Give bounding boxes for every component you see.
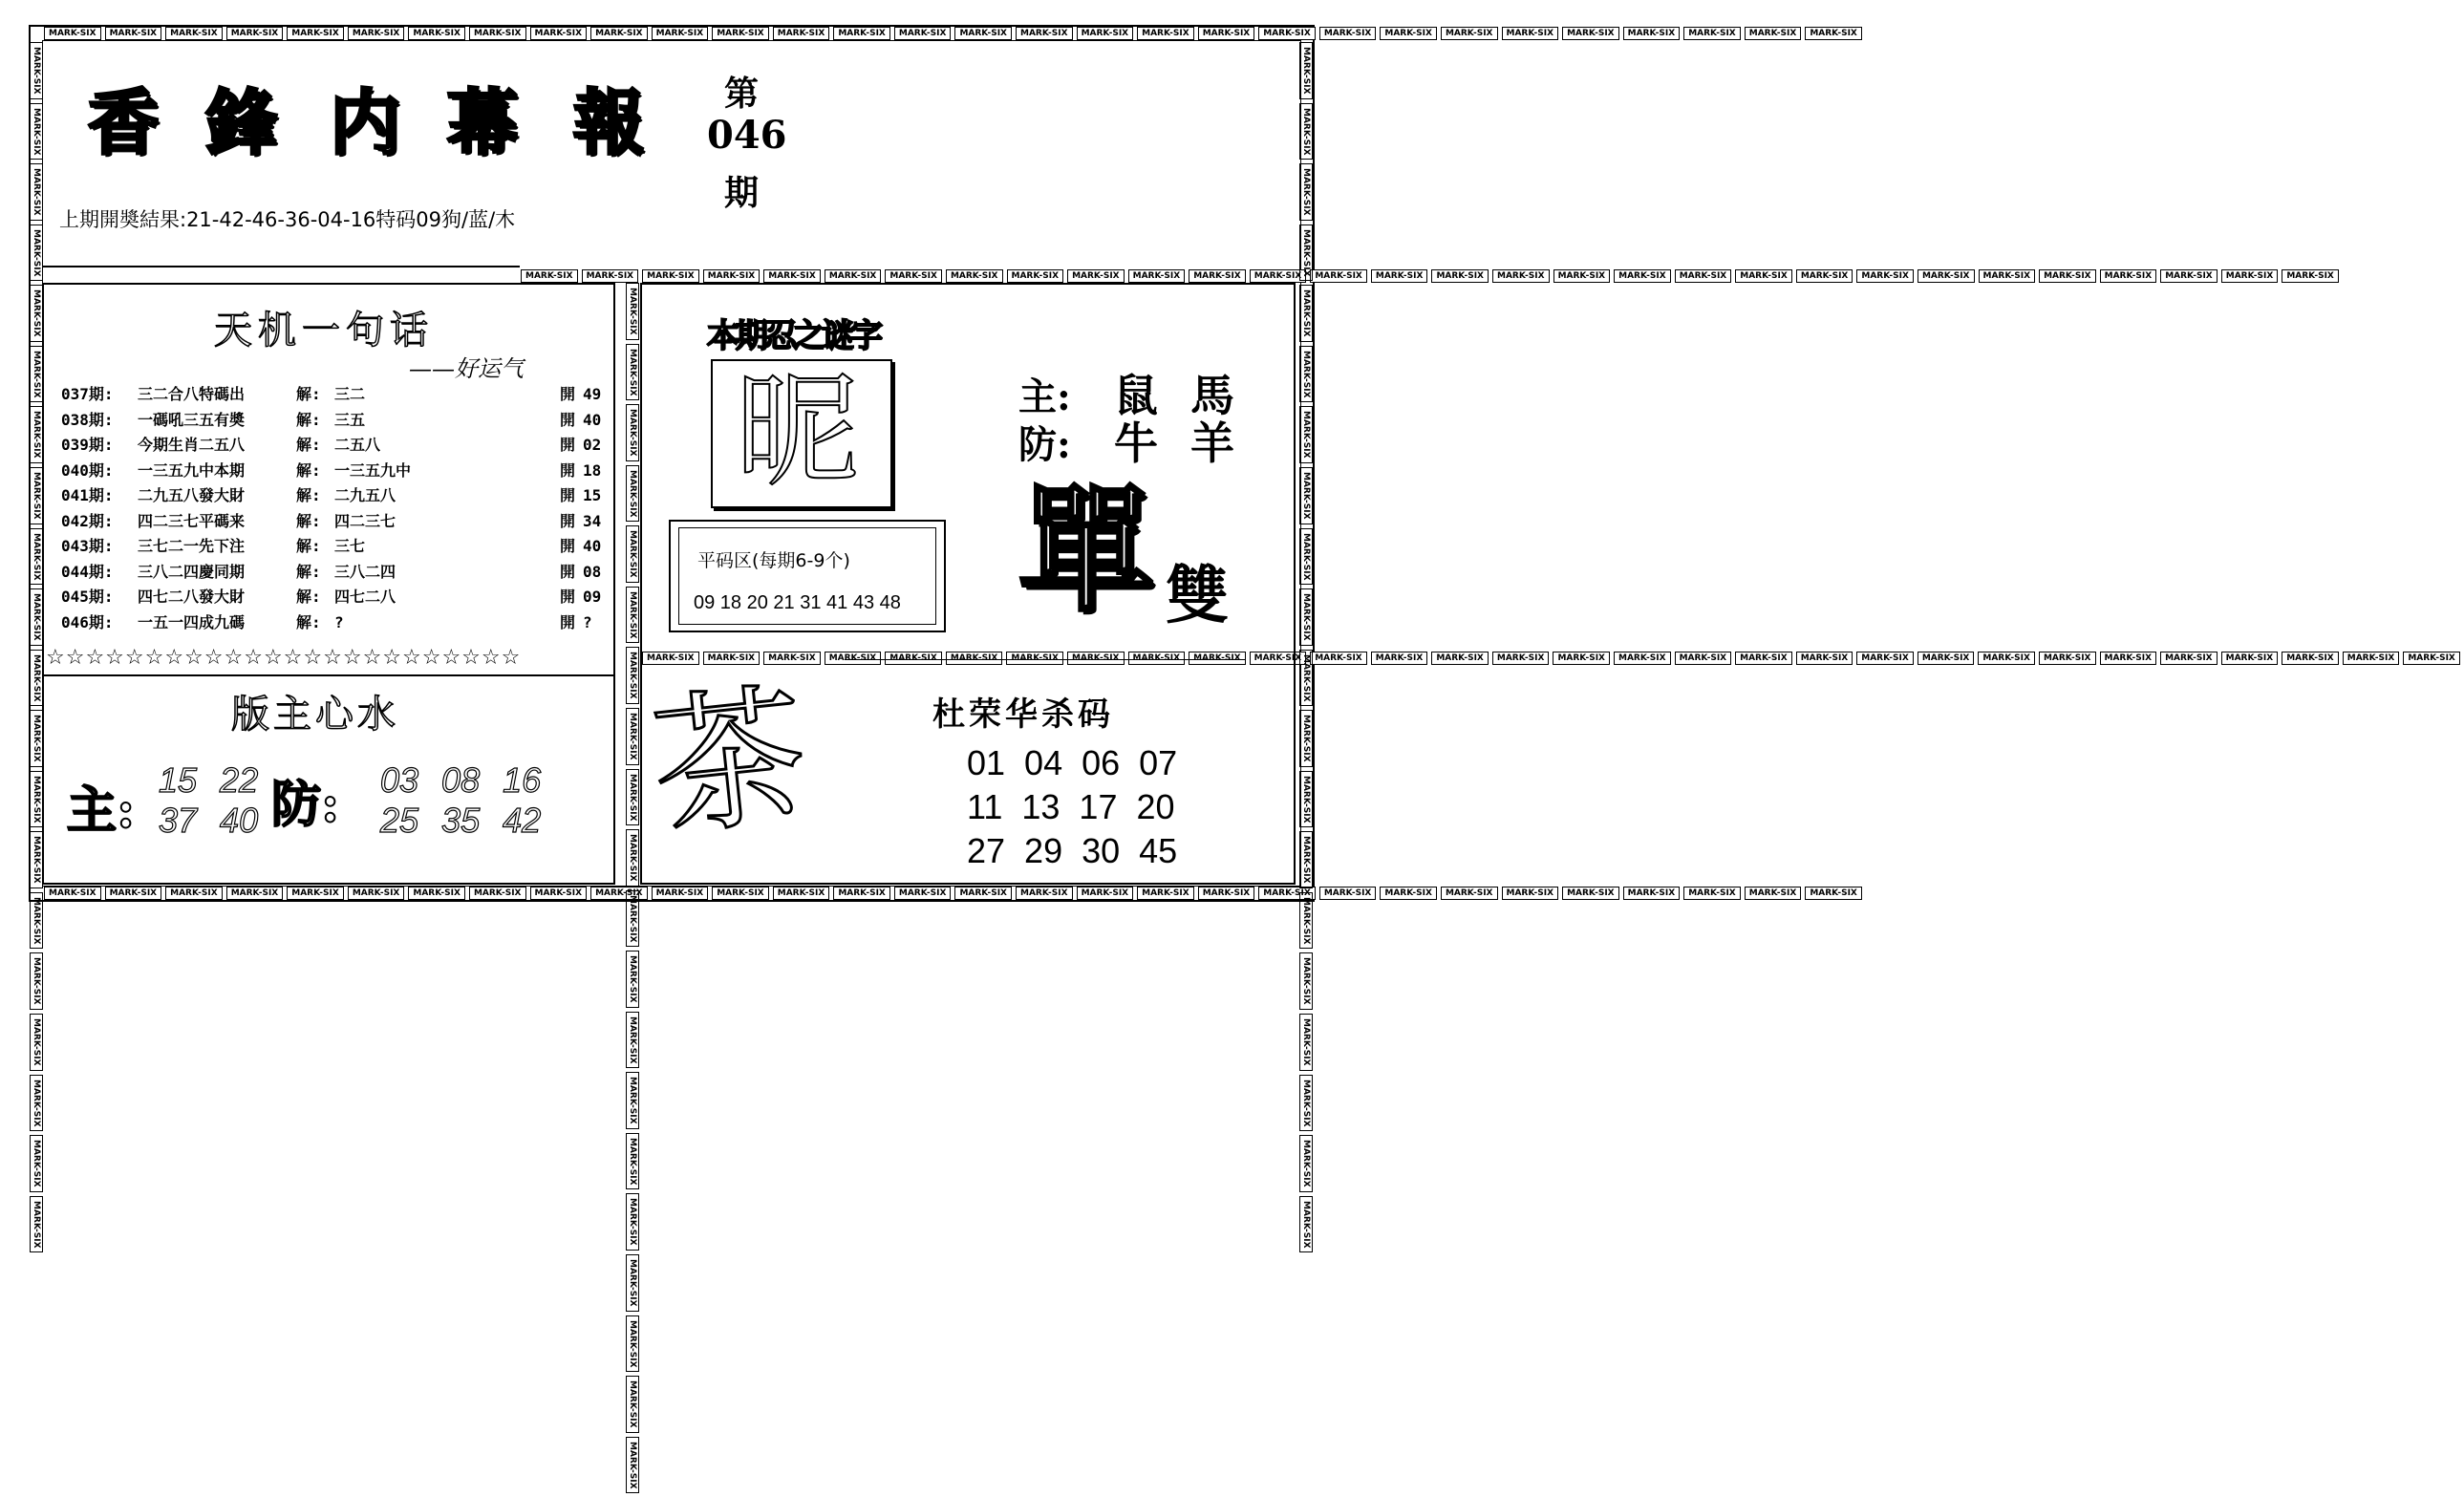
watermark-text: MARK-SIX xyxy=(1441,887,1498,900)
watermark-text: MARK-SIX xyxy=(703,652,761,665)
watermark-text: MARK-SIX xyxy=(1128,652,1186,665)
watermark-text: MARK-SIX xyxy=(1299,225,1313,282)
watermark-text: MARK-SIX xyxy=(1553,269,1611,283)
riddle-text: 三七二一先下注 xyxy=(138,537,246,555)
zodiac-main-value: 鼠 馬 xyxy=(1114,370,1235,421)
watermark-text: MARK-SIX xyxy=(105,887,162,900)
answer-value: 三五 xyxy=(334,410,366,429)
watermark-text: MARK-SIX xyxy=(2100,652,2157,665)
period-label: 043期: xyxy=(61,537,114,555)
flat-title: 平码区(每期6-9个) xyxy=(697,550,850,571)
watermark-text: MARK-SIX xyxy=(1492,652,1550,665)
watermark-text: MARK-SIX xyxy=(1016,27,1073,40)
answer-value: 三二 xyxy=(334,385,366,403)
watermark-text: MARK-SIX xyxy=(348,887,405,900)
riddle-char: 昵 xyxy=(736,359,861,504)
answer-label: 解: xyxy=(296,511,321,530)
open-label: 開 xyxy=(560,612,576,631)
watermark-text: MARK-SIX xyxy=(30,467,43,524)
watermark-text: MARK-SIX xyxy=(1299,892,1313,950)
watermark-text: MARK-SIX xyxy=(30,103,43,160)
watermark-text: MARK-SIX xyxy=(626,1133,639,1190)
watermark-text: MARK-SIX xyxy=(1299,467,1313,524)
watermark-text: MARK-SIX xyxy=(30,285,43,342)
watermark-text: MARK-SIX xyxy=(530,887,588,900)
watermark-text: MARK-SIX xyxy=(1299,528,1313,586)
watermark-text: MARK-SIX xyxy=(626,465,639,523)
watermark-text: MARK-SIX xyxy=(1805,27,1862,40)
open-number: 18 xyxy=(583,460,602,480)
title-char: 内 xyxy=(330,82,400,164)
banzhu-guard-label: 防: xyxy=(271,776,340,834)
open-number: 02 xyxy=(583,436,602,454)
watermark-text: MARK-SIX xyxy=(105,27,162,40)
watermark-text: MARK-SIX xyxy=(626,344,639,401)
watermark-text: MARK-SIX xyxy=(1299,771,1313,828)
watermark-text: MARK-SIX xyxy=(1198,27,1255,40)
kill-row: 11 13 17 20 xyxy=(967,787,1175,826)
watermark-text: MARK-SIX xyxy=(1007,269,1064,283)
banzhu-main-nums: 37 40 xyxy=(159,801,259,840)
watermark-text: MARK-SIX xyxy=(1978,652,2035,665)
watermark-text: MARK-SIX xyxy=(626,1254,639,1312)
watermark-text: MARK-SIX xyxy=(773,27,830,40)
watermark-text: MARK-SIX xyxy=(1016,887,1073,900)
answer-value: 四二三七 xyxy=(334,511,396,530)
watermark-text: MARK-SIX xyxy=(30,952,43,1010)
watermark-text: MARK-SIX xyxy=(30,588,43,646)
watermark-text: MARK-SIX xyxy=(1299,42,1313,99)
watermark-text: MARK-SIX xyxy=(712,887,769,900)
watermark-text: MARK-SIX xyxy=(30,163,43,221)
watermark-text: MARK-SIX xyxy=(626,890,639,948)
watermark-text: MARK-SIX xyxy=(626,1012,639,1069)
banzhu-main-nums: 15 22 xyxy=(159,760,259,800)
flat-numbers: 09 18 20 21 31 41 43 48 xyxy=(694,592,901,613)
watermark-text: MARK-SIX xyxy=(1189,269,1246,283)
watermark-text: MARK-SIX xyxy=(954,887,1012,900)
riddle-text: 一碼吼三五有奬 xyxy=(138,410,246,429)
watermark-text: MARK-SIX xyxy=(825,269,882,283)
open-label: 開 xyxy=(560,511,576,530)
watermark-text: MARK-SIX xyxy=(1918,269,1975,283)
watermark-text: MARK-SIX xyxy=(1683,27,1741,40)
riddle-title: 本期忍之谜字 xyxy=(707,317,879,355)
watermark-text: MARK-SIX xyxy=(530,27,588,40)
watermark-text: MARK-SIX xyxy=(1431,652,1489,665)
watermark-text: MARK-SIX xyxy=(30,42,43,99)
watermark-text: MARK-SIX xyxy=(590,887,648,900)
watermark-text: MARK-SIX xyxy=(1299,406,1313,463)
answer-value: 四七二八 xyxy=(334,588,396,606)
watermark-text: MARK-SIX xyxy=(946,652,1003,665)
watermark-text: MARK-SIX xyxy=(652,887,709,900)
watermark-text: MARK-SIX xyxy=(1735,652,1792,665)
watermark-text: MARK-SIX xyxy=(521,269,578,283)
period-label: 046期: xyxy=(61,612,114,631)
watermark-text: MARK-SIX xyxy=(626,708,639,765)
watermark-text: MARK-SIX xyxy=(626,951,639,1008)
answer-label: 解: xyxy=(296,588,321,606)
watermark-text: MARK-SIX xyxy=(1675,269,1732,283)
watermark-text: MARK-SIX xyxy=(1371,652,1428,665)
watermark-text: MARK-SIX xyxy=(1683,887,1741,900)
watermark-text: MARK-SIX xyxy=(1675,652,1732,665)
watermark-text: MARK-SIX xyxy=(1299,1196,1313,1253)
watermark-text: MARK-SIX xyxy=(287,27,344,40)
watermark-text: MARK-SIX xyxy=(1067,652,1125,665)
watermark-text: MARK-SIX xyxy=(1614,652,1671,665)
open-label: 開 xyxy=(560,562,576,581)
watermark-text: MARK-SIX xyxy=(1431,269,1489,283)
watermark-text: MARK-SIX xyxy=(165,27,223,40)
watermark-text: MARK-SIX xyxy=(1310,269,1367,283)
period-label: 039期: xyxy=(61,436,114,454)
banzhu-title: 版主心水 xyxy=(231,693,399,737)
watermark-text: MARK-SIX xyxy=(1137,887,1194,900)
riddle-text: 三二合八特碼出 xyxy=(138,385,246,403)
watermark-text: MARK-SIX xyxy=(469,27,526,40)
watermark-text: MARK-SIX xyxy=(1198,887,1255,900)
watermark-text: MARK-SIX xyxy=(30,892,43,950)
watermark-text: MARK-SIX xyxy=(2160,269,2218,283)
open-label: 開 xyxy=(560,460,576,480)
watermark-text: MARK-SIX xyxy=(2039,652,2096,665)
watermark-text: MARK-SIX xyxy=(1250,652,1307,665)
riddle-text: 一三五九中本期 xyxy=(138,460,246,480)
open-number: 15 xyxy=(583,486,602,504)
watermark-text: MARK-SIX xyxy=(2100,269,2157,283)
period-label: 045期: xyxy=(61,588,114,606)
watermark-text: MARK-SIX xyxy=(30,1196,43,1253)
watermark-text: MARK-SIX xyxy=(2282,652,2339,665)
watermark-text: MARK-SIX xyxy=(1979,269,2036,283)
watermark-text: MARK-SIX xyxy=(408,887,465,900)
watermark-text: MARK-SIX xyxy=(712,27,769,40)
watermark-text: MARK-SIX xyxy=(287,887,344,900)
period-label: 040期: xyxy=(61,460,114,480)
watermark-text: MARK-SIX xyxy=(30,650,43,707)
period-label: 037期: xyxy=(61,385,114,403)
watermark-text: MARK-SIX xyxy=(1371,269,1428,283)
watermark-text: MARK-SIX xyxy=(2039,269,2096,283)
watermark-text: MARK-SIX xyxy=(642,269,699,283)
watermark-text: MARK-SIX xyxy=(226,27,284,40)
open-label: 開 xyxy=(560,410,576,429)
open-label: 開 xyxy=(560,385,576,403)
watermark-text: MARK-SIX xyxy=(2343,652,2400,665)
watermark-band-mid xyxy=(521,269,2334,283)
answer-value: 一三五九中 xyxy=(334,460,412,480)
watermark-band-right xyxy=(1299,42,1313,1249)
answer-value: 二五八 xyxy=(334,436,381,454)
watermark-text: MARK-SIX xyxy=(30,1075,43,1132)
divider-header xyxy=(42,266,520,267)
zodiac-guard-value: 牛 羊 xyxy=(1114,417,1235,469)
watermark-text: MARK-SIX xyxy=(626,1376,639,1433)
title-char: 香 xyxy=(88,82,159,164)
watermark-text: MARK-SIX xyxy=(626,769,639,826)
watermark-band-left xyxy=(30,42,43,1249)
watermark-text: MARK-SIX xyxy=(30,710,43,767)
watermark-band-center xyxy=(626,283,639,1489)
watermark-text: MARK-SIX xyxy=(703,269,761,283)
watermark-text: MARK-SIX xyxy=(1299,285,1313,342)
zodiac-guard-label: 防: xyxy=(1018,422,1071,467)
watermark-text: MARK-SIX xyxy=(30,771,43,828)
watermark-text: MARK-SIX xyxy=(626,525,639,583)
banzhu-guard-nums: 03 08 16 xyxy=(380,760,542,800)
watermark-band-top xyxy=(44,27,1857,40)
watermark-text: MARK-SIX xyxy=(2221,652,2279,665)
watermark-text: MARK-SIX xyxy=(626,283,639,340)
watermark-text: MARK-SIX xyxy=(1250,269,1307,283)
answer-label: 解: xyxy=(296,562,321,581)
watermark-text: MARK-SIX xyxy=(30,831,43,888)
watermark-text: MARK-SIX xyxy=(226,887,284,900)
tianji-subtitle: ——好运气 xyxy=(409,355,524,382)
watermark-text: MARK-SIX xyxy=(1077,887,1134,900)
watermark-text: MARK-SIX xyxy=(1077,27,1134,40)
divider-left-mid xyxy=(42,674,615,676)
watermark-text: MARK-SIX xyxy=(30,1135,43,1192)
answer-label: 解: xyxy=(296,460,321,480)
watermark-text: MARK-SIX xyxy=(833,887,890,900)
watermark-text: MARK-SIX xyxy=(1258,887,1316,900)
watermark-text: MARK-SIX xyxy=(2403,652,2460,665)
watermark-text: MARK-SIX xyxy=(773,887,830,900)
watermark-text: MARK-SIX xyxy=(1441,27,1498,40)
period-label: 038期: xyxy=(61,410,114,429)
odd-big: 單 xyxy=(1018,473,1154,631)
riddle-text: 今期生肖二五八 xyxy=(138,436,246,454)
watermark-text: MARK-SIX xyxy=(894,887,952,900)
watermark-text: MARK-SIX xyxy=(1856,269,1914,283)
period-label: 041期: xyxy=(61,486,114,504)
watermark-text: MARK-SIX xyxy=(2221,269,2279,283)
kill-title: 杜荣华杀码 xyxy=(932,695,1114,734)
title-char: 報 xyxy=(573,82,644,164)
answer-label: 解: xyxy=(296,537,321,555)
watermark-text: MARK-SIX xyxy=(954,27,1012,40)
open-number: 40 xyxy=(583,410,602,429)
watermark-text: MARK-SIX xyxy=(1562,27,1619,40)
period-label: 044期: xyxy=(61,562,114,581)
riddle-text: 一五一四成九碼 xyxy=(138,612,246,631)
watermark-text: MARK-SIX xyxy=(642,652,699,665)
open-number: 49 xyxy=(583,385,602,403)
banzhu-guard-nums: 25 35 42 xyxy=(380,801,542,840)
watermark-text: MARK-SIX xyxy=(1796,652,1853,665)
riddle-text: 四二三七平碼来 xyxy=(138,511,246,530)
watermark-text: MARK-SIX xyxy=(1299,588,1313,646)
watermark-text: MARK-SIX xyxy=(469,887,526,900)
issue-number: 046 xyxy=(707,113,787,158)
open-label: 開 xyxy=(560,588,576,606)
watermark-text: MARK-SIX xyxy=(1502,887,1559,900)
watermark-text: MARK-SIX xyxy=(1492,269,1550,283)
watermark-text: MARK-SIX xyxy=(1299,831,1313,888)
answer-label: 解: xyxy=(296,385,321,403)
open-number: 40 xyxy=(583,537,602,555)
watermark-band-bottom xyxy=(44,887,1857,900)
answer-value: ? xyxy=(334,612,344,631)
watermark-text: MARK-SIX xyxy=(1319,27,1377,40)
watermark-text: MARK-SIX xyxy=(626,587,639,644)
even-small: 雙 xyxy=(1166,559,1229,632)
open-label: 開 xyxy=(560,436,576,454)
watermark-text: MARK-SIX xyxy=(1006,652,1063,665)
watermark-text: MARK-SIX xyxy=(348,27,405,40)
watermark-text: MARK-SIX xyxy=(1380,27,1437,40)
watermark-text: MARK-SIX xyxy=(626,1315,639,1373)
answer-label: 解: xyxy=(296,410,321,429)
watermark-text: MARK-SIX xyxy=(1614,269,1671,283)
watermark-text: MARK-SIX xyxy=(1299,710,1313,767)
riddle-text: 二九五八發大財 xyxy=(138,486,246,504)
watermark-text: MARK-SIX xyxy=(30,346,43,403)
watermark-text: MARK-SIX xyxy=(30,528,43,586)
watermark-text: MARK-SIX xyxy=(30,406,43,463)
divider-right-mid xyxy=(845,659,1246,660)
answer-label: 解: xyxy=(296,612,321,631)
open-label: 開 xyxy=(560,486,576,504)
watermark-text: MARK-SIX xyxy=(1189,652,1246,665)
banzhu-main-label: 主: xyxy=(67,781,136,840)
watermark-text: MARK-SIX xyxy=(1299,103,1313,160)
answer-value: 二九五八 xyxy=(334,486,396,504)
open-number: 09 xyxy=(583,588,602,606)
watermark-text: MARK-SIX xyxy=(1553,652,1610,665)
watermark-text: MARK-SIX xyxy=(590,27,648,40)
watermark-text: MARK-SIX xyxy=(1299,1075,1313,1132)
riddle-text: 三八二四慶同期 xyxy=(138,562,246,581)
watermark-text: MARK-SIX xyxy=(1745,887,1802,900)
watermark-text: MARK-SIX xyxy=(165,887,223,900)
watermark-text: MARK-SIX xyxy=(408,27,465,40)
answer-value: 三八二四 xyxy=(334,562,396,581)
riddle-text: 四七二八發大財 xyxy=(138,588,246,606)
issue-suffix: 期 xyxy=(724,173,760,213)
watermark-text: MARK-SIX xyxy=(825,652,882,665)
answer-label: 解: xyxy=(296,436,321,454)
watermark-text: MARK-SIX xyxy=(2160,652,2218,665)
watermark-text: MARK-SIX xyxy=(1623,887,1681,900)
title-char: 幕 xyxy=(447,82,518,164)
watermark-text: MARK-SIX xyxy=(1299,650,1313,707)
watermark-text: MARK-SIX xyxy=(1918,652,1975,665)
open-number: 34 xyxy=(583,511,602,530)
watermark-text: MARK-SIX xyxy=(1137,27,1194,40)
watermark-text: MARK-SIX xyxy=(626,404,639,461)
title-char: 鋒 xyxy=(206,82,277,164)
watermark-text: MARK-SIX xyxy=(894,27,952,40)
answer-label: 解: xyxy=(296,486,321,504)
tianji-title: 天机一句话 xyxy=(214,309,434,353)
kill-row: 27 29 30 45 xyxy=(967,831,1178,870)
watermark-text: MARK-SIX xyxy=(946,269,1003,283)
watermark-text: MARK-SIX xyxy=(885,269,942,283)
watermark-text: MARK-SIX xyxy=(1128,269,1186,283)
watermark-text: MARK-SIX xyxy=(1299,163,1313,221)
watermark-text: MARK-SIX xyxy=(30,225,43,282)
watermark-text: MARK-SIX xyxy=(652,27,709,40)
watermark-text: MARK-SIX xyxy=(833,27,890,40)
watermark-text: MARK-SIX xyxy=(626,1193,639,1251)
period-label: 042期: xyxy=(61,511,114,530)
open-number: ? xyxy=(583,612,592,631)
watermark-text: MARK-SIX xyxy=(1796,269,1853,283)
issue-prefix: 第 xyxy=(724,74,760,114)
watermark-text: MARK-SIX xyxy=(1258,27,1316,40)
open-label: 開 xyxy=(560,537,576,555)
watermark-text: MARK-SIX xyxy=(1310,652,1367,665)
watermark-text: MARK-SIX xyxy=(1067,269,1125,283)
watermark-text: MARK-SIX xyxy=(626,1437,639,1494)
star-row: ☆☆☆☆☆☆☆☆☆☆☆☆☆☆☆☆☆☆☆☆☆☆☆☆ xyxy=(46,646,522,670)
watermark-text: MARK-SIX xyxy=(763,652,821,665)
watermark-text: MARK-SIX xyxy=(582,269,639,283)
watermark-text: MARK-SIX xyxy=(44,887,101,900)
watermark-text: MARK-SIX xyxy=(1380,887,1437,900)
watermark-text: MARK-SIX xyxy=(1299,1135,1313,1192)
watermark-text: MARK-SIX xyxy=(1502,27,1559,40)
watermark-text: MARK-SIX xyxy=(1805,887,1862,900)
watermark-text: MARK-SIX xyxy=(1299,346,1313,403)
watermark-text: MARK-SIX xyxy=(1856,652,1914,665)
kill-row: 01 04 06 07 xyxy=(967,743,1178,782)
watermark-text: MARK-SIX xyxy=(1735,269,1792,283)
watermark-text: MARK-SIX xyxy=(1319,887,1377,900)
answer-value: 三七 xyxy=(334,537,366,555)
watermark-text: MARK-SIX xyxy=(1623,27,1681,40)
watermark-text: MARK-SIX xyxy=(1562,887,1619,900)
open-number: 08 xyxy=(583,562,602,581)
watermark-text: MARK-SIX xyxy=(1299,1014,1313,1071)
watermark-text: MARK-SIX xyxy=(44,27,101,40)
watermark-text: MARK-SIX xyxy=(626,647,639,704)
watermark-text: MARK-SIX xyxy=(763,269,821,283)
watermark-text: MARK-SIX xyxy=(885,652,942,665)
watermark-text: MARK-SIX xyxy=(1299,952,1313,1010)
watermark-text: MARK-SIX xyxy=(626,1072,639,1129)
watermark-text: MARK-SIX xyxy=(1745,27,1802,40)
zodiac-main-label: 主: xyxy=(1018,374,1071,419)
watermark-text: MARK-SIX xyxy=(2282,269,2339,283)
brush-char: 茶 xyxy=(644,665,816,859)
last-result: 上期開奬結果:21-42-46-36-04-16特码09狗/蓝/木 xyxy=(59,208,516,231)
watermark-text: MARK-SIX xyxy=(626,829,639,887)
watermark-text: MARK-SIX xyxy=(30,1014,43,1071)
